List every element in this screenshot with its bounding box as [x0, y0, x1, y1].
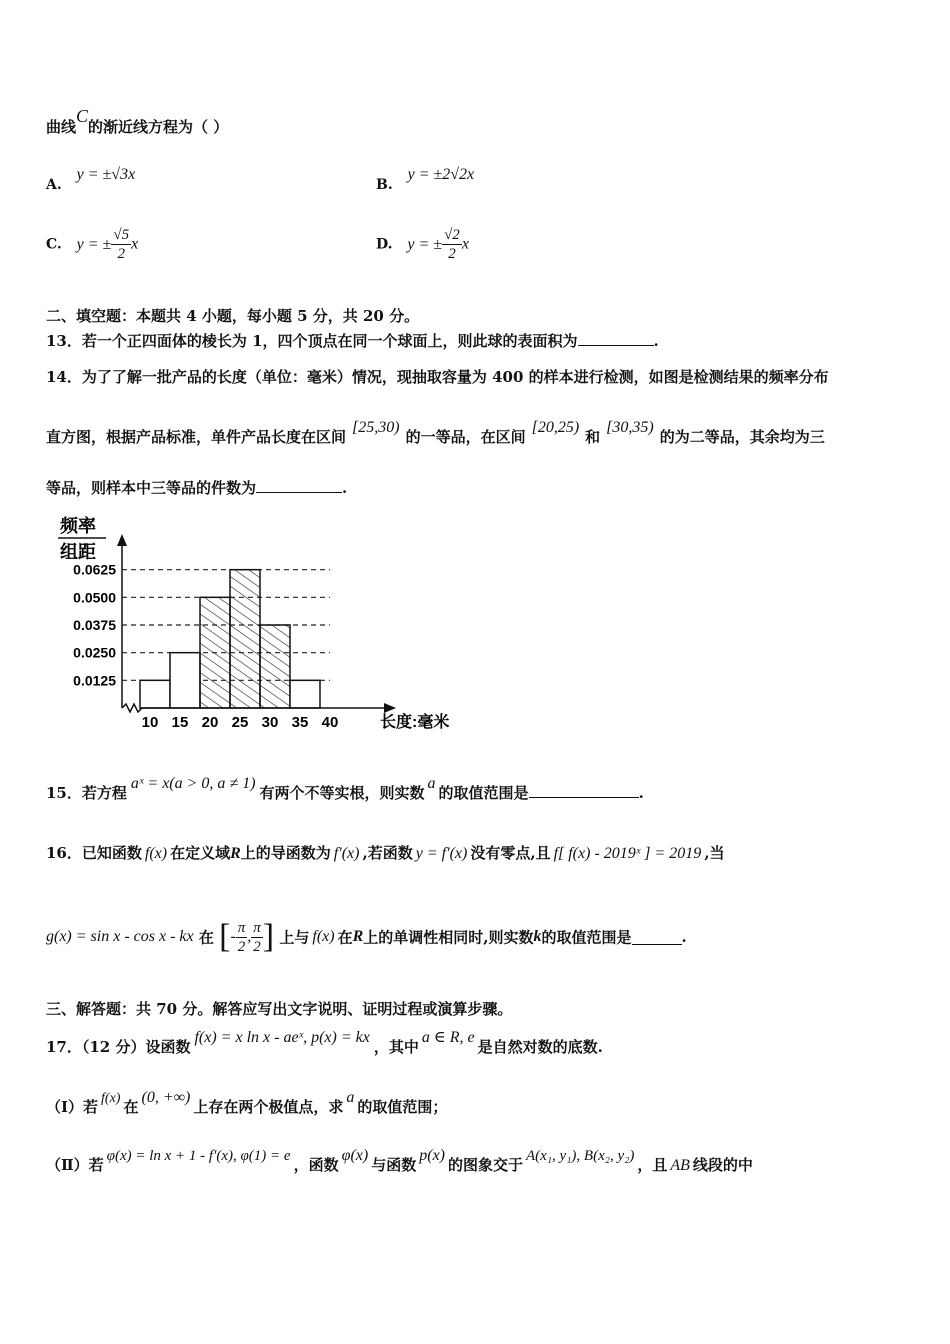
- q16-text-2e: 的取值范围是: [541, 928, 632, 947]
- q12-option-c: [46, 226, 138, 263]
- q17-part1-text-a: 在: [123, 1098, 139, 1116]
- q16-answer-blank[interactable]: [632, 930, 682, 945]
- q16-end: .: [681, 928, 687, 946]
- frac-num: √2: [444, 227, 460, 243]
- option-suffix: x: [131, 235, 139, 253]
- option-suffix: x: [461, 235, 469, 253]
- q12-option-d: [376, 226, 469, 263]
- q12-option-b: [376, 166, 475, 194]
- option-fraction: [442, 226, 462, 263]
- option-math: y = ±2√2x: [407, 166, 475, 183]
- q14-text-d: 的为二等品，其余均为三: [659, 428, 825, 446]
- q14-interval-1: [25,30): [352, 419, 400, 436]
- q17-part2-phi2: φ(x): [341, 1147, 369, 1164]
- q17-part2: [46, 1147, 753, 1175]
- q14-interval-3: [30,35): [606, 419, 654, 436]
- q17-part1-label: （Ⅰ）若: [46, 1098, 99, 1116]
- x-tick-label: 20: [201, 714, 219, 731]
- x-tick-label: 30: [261, 714, 279, 731]
- option-label: B.: [376, 177, 393, 193]
- q15-label: 15．若方程: [46, 784, 127, 802]
- q16-line1: [46, 842, 725, 863]
- q14-text-a: 直方图，根据产品标准，单件产品长度在区间: [46, 428, 347, 446]
- q16-yeq: y = f′(x): [415, 845, 468, 862]
- y-tick-label: 0.0250: [73, 644, 116, 661]
- q16-text-f: ,当: [704, 844, 725, 862]
- q17-part2-text-e: 线段的中: [692, 1156, 753, 1174]
- q17-part2-points: A(x₁, y₁), B(x₂, y₂): [526, 1148, 635, 1164]
- q13: [46, 330, 659, 351]
- q17-part2-text-a: ，函数: [293, 1156, 339, 1174]
- q16-text-a: 16．已知函数: [46, 844, 142, 862]
- q16-text-2c: 在: [337, 928, 353, 947]
- q14-text-b: 的一等品，在区间: [405, 428, 526, 446]
- x-tick-label: 25: [231, 714, 249, 731]
- ylabel-bottom: 组距: [60, 542, 96, 562]
- q16-k: k: [533, 928, 542, 945]
- q15-answer-blank[interactable]: [529, 783, 639, 798]
- frac-den: 2: [448, 246, 456, 262]
- q14-line2: [46, 419, 825, 447]
- frequency-histogram: [40, 512, 460, 742]
- q12-stem: [46, 106, 229, 137]
- q14-interval-2: [20,25): [531, 419, 580, 436]
- q12-text-before: 曲线: [46, 118, 77, 136]
- q17-part2-label: （Ⅱ）若: [46, 1156, 104, 1174]
- frac-den: 2: [117, 246, 125, 262]
- q12-option-a: [46, 166, 136, 194]
- frac-den: 2: [237, 938, 246, 955]
- x-tick-label: 15: [171, 714, 189, 731]
- q12-text-after: 的渐近线方程为（ ）: [88, 118, 229, 136]
- ylabel-top: 频率: [60, 516, 96, 536]
- q17-part2-text-b: 与函数: [371, 1156, 417, 1174]
- q15-equation: aˣ = x(a > 0, a ≠ 1): [130, 775, 256, 792]
- q17-part1-text-b: 上存在两个极值点，求: [193, 1098, 344, 1116]
- q17-part2-ab: AB: [670, 1157, 690, 1174]
- q14-text-3: 等品，则样本中三等品的件数为: [46, 479, 257, 497]
- q16-bracket-right: ]: [262, 918, 275, 955]
- q14-text-c: 和: [585, 428, 601, 446]
- q17-part1-var: a: [346, 1089, 355, 1106]
- q17-functions: f(x) = x ln x - aeˣ, p(x) = kx: [194, 1029, 370, 1046]
- q17-part2-text-d: ，且: [637, 1156, 668, 1174]
- y-tick-label: 0.0375: [73, 617, 116, 633]
- q17-text: ，其中: [373, 1038, 419, 1056]
- q17-part1: [46, 1089, 448, 1117]
- q17-text2: 是自然对数的底数.: [477, 1038, 603, 1056]
- q17-part2-p: p(x): [419, 1147, 445, 1164]
- q14-end: .: [342, 479, 348, 497]
- q13-answer-blank[interactable]: [578, 331, 654, 346]
- q16-fx: f(x): [144, 845, 168, 862]
- q16-minus: -: [230, 928, 236, 945]
- q16-gdef: g(x) = sin x - cos x - kx: [46, 928, 194, 945]
- q16-equation: f[ f(x) - 2019ˣ ] = 2019: [553, 845, 702, 862]
- option-math: y = ±√3x: [76, 166, 136, 183]
- x-tick-label: 35: [291, 714, 309, 731]
- q14-answer-blank[interactable]: [256, 478, 342, 493]
- q17-stem: [46, 1029, 603, 1057]
- option-label: D.: [376, 236, 393, 253]
- histogram-bar: [170, 653, 200, 708]
- q16-text-b: 在定义域: [170, 844, 231, 862]
- y-tick-label: 0.0625: [73, 561, 116, 578]
- q16-text-c: 上的导函数为: [240, 844, 331, 862]
- q16-fprime: f′(x): [333, 845, 360, 862]
- y-tick-label: 0.0125: [73, 672, 116, 689]
- xlabel: 长度:毫米: [380, 714, 450, 731]
- q17-condition: a ∈ R, e: [421, 1029, 475, 1046]
- section3-heading: 三、解答题：共 70 分。解答应写出文字说明、证明过程或演算步骤。: [46, 1000, 513, 1018]
- q14-line1: 14．为了了解一批产品的长度（单位：毫米）情况，现抽取容量为 400 的样本进行检测，如图是检测结果的频率分布: [46, 368, 829, 386]
- q16-frac-right: [251, 919, 263, 956]
- q12-var-c: C: [76, 106, 89, 126]
- q17-part1-f: f(x): [101, 1091, 121, 1106]
- option-fraction: [111, 226, 131, 263]
- q16-text-2b: 上与: [279, 928, 310, 947]
- q17-part1-interval: (0, +∞): [141, 1089, 191, 1106]
- q14-line3: [46, 477, 347, 498]
- q15-end: .: [638, 784, 644, 802]
- frac-num: √5: [113, 227, 130, 243]
- x-tick-label: 10: [141, 714, 159, 731]
- q16-text-e: 没有零点,且: [470, 844, 551, 862]
- x-axis-arrow: [384, 703, 396, 713]
- q17-part1-text-c: 的取值范围；: [357, 1098, 448, 1116]
- q16-R: R: [230, 845, 241, 862]
- q16-fx-2: f(x): [312, 928, 335, 945]
- q17-part2-text-c: 的图象交于: [448, 1156, 524, 1174]
- frac-num: π: [237, 919, 246, 936]
- option-prefix: y = ±: [76, 235, 112, 253]
- q16-bracket-left: [: [219, 918, 231, 955]
- histogram-bar: [260, 625, 290, 708]
- q16-text-d: ,若函数: [362, 844, 413, 862]
- q15-text2: 的取值范围是: [438, 784, 529, 802]
- q15: [46, 775, 644, 803]
- histogram-bar: [200, 597, 230, 708]
- y-axis-arrow: [117, 534, 127, 546]
- q16-text-2d: 上的单调性相同时,则实数: [363, 928, 534, 947]
- histogram-bar: [290, 680, 320, 708]
- q16-text-2a: 在: [198, 928, 214, 947]
- option-label: C.: [46, 236, 62, 253]
- frac-num: π: [253, 919, 261, 936]
- option-prefix: y = ±: [407, 235, 443, 253]
- section2-heading: 二、填空题：本题共 4 小题，每小题 5 分，共 20 分。: [46, 307, 420, 325]
- q15-var: a: [427, 775, 436, 792]
- q16-frac-left: [236, 919, 248, 956]
- q17-part2-phi: φ(x) = ln x + 1 - f′(x), φ(1) = e: [106, 1148, 291, 1164]
- q16-R-2: R: [352, 928, 364, 945]
- q13-end: .: [653, 332, 659, 350]
- histogram-bar: [140, 680, 170, 708]
- q15-text: 有两个不等实根，则实数: [259, 784, 425, 802]
- option-label: A.: [46, 177, 62, 193]
- x-tick-label: 40: [321, 714, 339, 731]
- q13-text: 13．若一个正四面体的棱长为 1，四个顶点在同一个球面上，则此球的表面积为: [46, 332, 578, 350]
- q17-label: 17．（12 分）设函数: [46, 1038, 191, 1056]
- frac-den: 2: [253, 938, 261, 955]
- y-tick-label: 0.0500: [73, 589, 116, 606]
- histogram-bar: [230, 570, 260, 708]
- q16-line2: g(x) = sin x - cos x - kx 在 [- $\frac{\pi}{2}$ , $\frac{\pi}{2}$ ] 上与 f(x) 在R上的单调性相同时,则实数k的取值范围是 .: [46, 918, 687, 955]
